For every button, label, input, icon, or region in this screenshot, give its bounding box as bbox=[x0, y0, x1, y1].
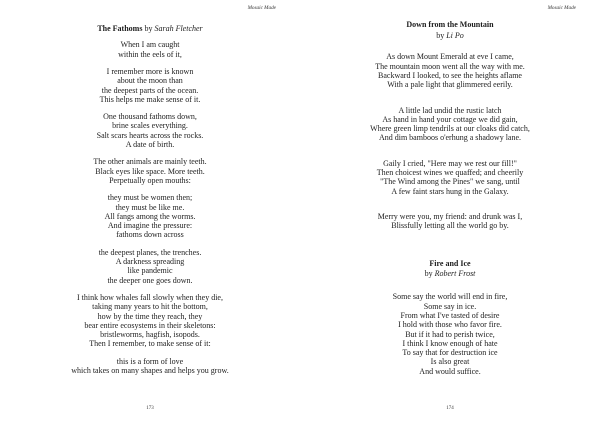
running-header: Mosaic Made bbox=[547, 5, 576, 11]
poem-line: A little lad undid the rustic latch bbox=[398, 105, 502, 115]
poem-line: Backward I looked, to see the heights aflame bbox=[378, 70, 522, 80]
poem-body bbox=[300, 52, 600, 230]
poem-line: Black eyes like space. More teeth. bbox=[95, 166, 205, 176]
poem-line: A darkness spreading bbox=[115, 257, 185, 267]
poem-line: within the eels of it, bbox=[118, 49, 182, 59]
poem-title: Fire and Ice bbox=[429, 259, 471, 269]
poem-title-line bbox=[0, 24, 300, 33]
poem-title: Down from the Mountain bbox=[406, 20, 494, 30]
page-number: 174 bbox=[446, 406, 454, 411]
poem-line: Merry were you, my friend: and drunk was I, bbox=[377, 211, 523, 221]
stanza bbox=[0, 157, 300, 185]
poem-line: I remember more is known bbox=[106, 66, 194, 76]
poem-line: Perpetually open mouths: bbox=[109, 175, 191, 185]
poem-line: And imagine the pressure: bbox=[107, 221, 193, 231]
poem-line: Salt scars hearts across the rocks. bbox=[96, 130, 204, 140]
poem-line: the deepest planes, the trenches. bbox=[98, 247, 202, 257]
poem-line: Then I remember, to make sense of it: bbox=[89, 339, 211, 349]
poem-line: A few faint stars hung in the Galaxy. bbox=[391, 186, 509, 196]
poem-line: All fangs among the worms. bbox=[104, 211, 196, 221]
page-number: 173 bbox=[146, 406, 154, 411]
stanza bbox=[300, 159, 600, 196]
poem-line: A date of birth. bbox=[125, 140, 175, 150]
stanza bbox=[0, 67, 300, 104]
poem-line: To say that for destruction ice bbox=[402, 348, 498, 358]
poem-line: "The Wind among the Pines" we sang, until bbox=[380, 177, 520, 187]
poem-line: But if it had to perish twice, bbox=[405, 329, 495, 339]
right-page bbox=[300, 0, 600, 424]
poem-line: bear entire ecosystems in their skeletons: bbox=[84, 320, 216, 330]
poem-line: Is also great bbox=[430, 357, 470, 367]
poem-line: As hand in hand your cottage we did gain, bbox=[382, 114, 518, 124]
poem-line: bristleworms, hagfish, isopods. bbox=[100, 330, 200, 340]
stanza bbox=[0, 112, 300, 149]
poem-author: Sarah Fletcher bbox=[154, 23, 203, 33]
poem-line: I think I know enough of hate bbox=[402, 338, 498, 348]
poem-line: The other animals are mainly teeth. bbox=[93, 157, 207, 167]
poem-line: the deepest parts of the ocean. bbox=[101, 85, 199, 95]
stanza bbox=[300, 106, 600, 143]
poem-title-line bbox=[300, 259, 600, 268]
byline-prefix: by bbox=[436, 31, 445, 41]
poem-line: I think how whales fall slowly when they die, bbox=[77, 292, 223, 302]
poem-line: And would suffice. bbox=[419, 366, 481, 376]
poem-line: about the moon than bbox=[117, 76, 183, 86]
stanza bbox=[0, 357, 300, 376]
poem-line: Gaily I cried, "Here may we rest our fill!" bbox=[383, 158, 517, 168]
poem-title-line bbox=[300, 20, 600, 29]
poem-line: Where green limp tendrils at our cloaks did catch, bbox=[370, 124, 530, 134]
byline-prefix: by bbox=[144, 23, 153, 33]
poem-line: The mountain moon went all the way with me. bbox=[375, 61, 525, 71]
stanza bbox=[0, 248, 300, 285]
poem-line: Some say in ice. bbox=[423, 301, 477, 311]
poem-line: From what I've tasted of desire bbox=[400, 310, 500, 320]
stanza bbox=[300, 292, 600, 376]
stanza bbox=[0, 293, 300, 349]
poem-line: I hold with those who favor fire. bbox=[398, 320, 502, 330]
poem-line: Some say the world will end in fire, bbox=[392, 292, 508, 302]
poem-line: they must be women then; bbox=[107, 193, 193, 203]
poem-line: taking many years to hit the bottom, bbox=[92, 302, 208, 312]
poem-line: Then choicest wines we quaffed; and cheerily bbox=[376, 168, 524, 178]
poem-body bbox=[0, 40, 300, 375]
poem-byline bbox=[300, 269, 600, 278]
poem-author: Li Po bbox=[446, 31, 464, 41]
poem-line: this is a form of love bbox=[116, 356, 184, 366]
poem-line: how by the time they reach, they bbox=[97, 311, 203, 321]
running-header: Mosaic Made bbox=[247, 5, 276, 11]
poem-title: The Fathoms bbox=[97, 23, 143, 33]
poem-line: And dim bamboos o'erhung a shadowy lane. bbox=[378, 133, 522, 143]
poem-line: fathoms down across bbox=[116, 230, 184, 240]
poem-line: like pandemic bbox=[127, 266, 173, 276]
byline-prefix: by bbox=[424, 269, 433, 279]
poem-line: When I am caught bbox=[120, 40, 180, 50]
poem-line: As down Mount Emerald at eve I came, bbox=[386, 52, 514, 62]
poem-line: With a pale light that glimmered eerily. bbox=[387, 80, 513, 90]
stanza bbox=[300, 212, 600, 231]
poem-line: which takes on many shapes and helps you grow. bbox=[71, 366, 229, 375]
stanza bbox=[300, 52, 600, 89]
poem-line: Blissfully letting all the world go by. bbox=[391, 221, 509, 231]
stanza bbox=[0, 40, 300, 59]
poem-line: One thousand fathoms down, bbox=[103, 112, 197, 122]
poem-byline bbox=[300, 31, 600, 40]
poem-line: brine scales everything. bbox=[112, 121, 188, 131]
poem-line: This helps me make sense of it. bbox=[99, 94, 201, 104]
stanza bbox=[0, 193, 300, 239]
poem-line: they must be like me. bbox=[115, 202, 185, 212]
poem-body bbox=[300, 292, 600, 376]
poem-author: Robert Frost bbox=[434, 269, 476, 279]
poem-line: the deeper one goes down. bbox=[107, 275, 193, 285]
